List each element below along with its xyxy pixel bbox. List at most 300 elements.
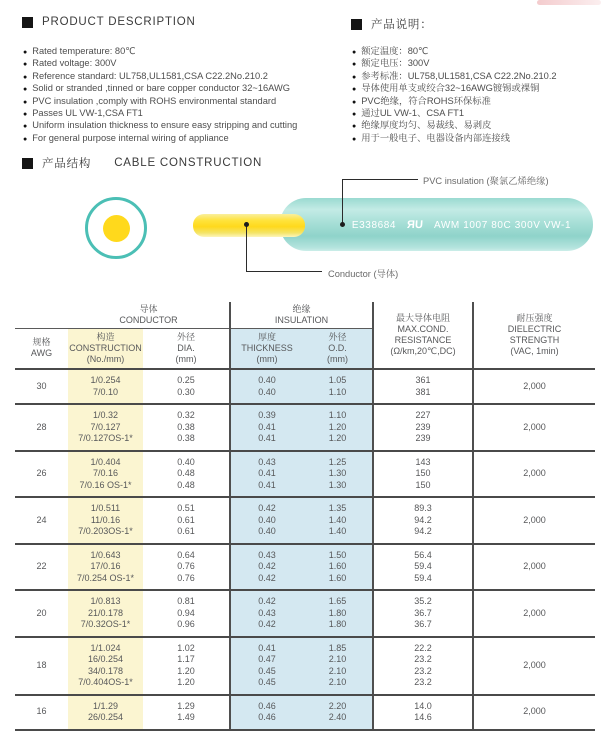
table-cell: [68, 451, 143, 498]
bullet-text: PVC绝缘，符合ROHS环保标准: [361, 95, 491, 106]
cell-line: 30: [36, 380, 47, 391]
cell-line: 0.48: [177, 468, 195, 478]
cell-line: 1.50: [328, 549, 347, 560]
cell-line: 59.4: [414, 561, 432, 571]
table-cell: [303, 497, 373, 544]
cell-line: 0.76: [177, 572, 195, 583]
bullet-text: 导体使用单支或绞合32~16AWG镀锡或裸铜: [361, 83, 540, 94]
cable-cross-section: [85, 197, 147, 259]
cell-line: 1/0.643: [90, 549, 121, 560]
table-cell: [15, 544, 68, 591]
bullet-item: [23, 108, 297, 120]
bullet-item: [352, 96, 557, 108]
cell-line: 7/0.16: [92, 468, 119, 478]
bullet-icon: ●: [23, 73, 28, 81]
cell-line: 36.7: [414, 619, 432, 629]
cell-line: 0.40: [258, 386, 276, 397]
table-cell: [15, 637, 68, 695]
cell-line: 7/0.127OS-1*: [78, 433, 133, 443]
cell-line: 0.38: [177, 421, 195, 432]
cell-line: 150: [415, 479, 431, 490]
cell-line: 2.10: [328, 677, 347, 687]
cell-line: 0.38: [177, 433, 195, 443]
spec-table: [15, 302, 595, 731]
cell-line: 28: [36, 421, 47, 432]
table-cell: [230, 369, 303, 404]
cell-line: 1/0.32: [92, 410, 119, 420]
bullet-text: For general purpose internal wiring of appliance: [32, 132, 229, 143]
header-line: (mm): [327, 353, 348, 364]
header-line: 绝缘: [292, 303, 311, 314]
spec-table-header: [15, 302, 595, 369]
cell-line: 0.41: [258, 479, 276, 490]
cell-line: 7/0.16 OS-1*: [79, 479, 132, 490]
table-cell: [230, 637, 303, 695]
cell-line: 7/0.404OS-1*: [78, 677, 133, 687]
bullet-text: Rated voltage: 300V: [32, 58, 117, 69]
product-notes-title-text: 产品说明：: [371, 19, 433, 31]
table-cell: [473, 369, 595, 404]
cell-line: 26/0.254: [87, 712, 124, 722]
cell-line: 0.94: [177, 607, 195, 618]
cell-line: 227: [415, 410, 431, 420]
bullet-text: Solid or stranded ,tinned or bare copper conductor 32~16AWG: [32, 83, 291, 94]
cell-line: 1.35: [328, 503, 347, 513]
header-line: MAX.COND.: [397, 324, 449, 334]
bullet-icon: ●: [352, 111, 357, 119]
cell-line: 1.30: [328, 468, 347, 478]
table-cell: [15, 451, 68, 498]
cell-line: 2,000: [523, 659, 546, 670]
conductor-core-dot: [103, 215, 130, 242]
header-line: INSULATION: [274, 314, 329, 325]
section-square-icon: [22, 158, 33, 169]
bullet-item: [352, 83, 557, 95]
bullet-item: [352, 133, 557, 145]
cell-line: 0.42: [258, 572, 276, 583]
corner-watermark-artifact: [537, 0, 601, 5]
header-awg-spacer: [15, 302, 68, 328]
cable-construction-title: [22, 155, 262, 171]
table-cell: [230, 695, 303, 730]
cell-line: 1.80: [328, 607, 347, 618]
header-line: AWG: [30, 348, 53, 359]
cell-line: 2,000: [523, 421, 546, 432]
spec-table-body: [15, 369, 595, 730]
header-thickness: [230, 328, 303, 369]
table-row-awg-28: [15, 404, 595, 451]
insulation-leader-line-h: [342, 179, 418, 180]
cell-line: 20: [36, 607, 47, 618]
table-cell: [473, 695, 595, 730]
cell-line: 0.48: [177, 479, 195, 490]
cell-line: 1.60: [328, 561, 347, 571]
cell-line: 2,000: [523, 468, 546, 478]
cell-line: 35.2: [414, 596, 432, 606]
bullet-item: [23, 120, 297, 132]
cell-line: 22.2: [414, 642, 432, 653]
cell-line: 1.10: [328, 386, 347, 397]
cell-line: 239: [415, 421, 431, 432]
header-line: DIELECTRIC: [507, 324, 562, 334]
header-line: 外径: [176, 331, 195, 342]
header-line: 外径: [328, 331, 347, 342]
cell-line: 0.43: [258, 607, 276, 618]
cell-line: 7/0.254 OS-1*: [76, 572, 135, 583]
table-cell: [373, 369, 473, 404]
bullet-text: PVC insulation ,comply with ROHS environmental standard: [32, 95, 277, 106]
bullet-icon: ●: [352, 135, 357, 143]
cell-line: 1.40: [328, 526, 347, 536]
product-notes-title: [351, 16, 433, 32]
header-line: RESISTANCE: [394, 335, 452, 345]
cell-line: 94.2: [414, 526, 432, 536]
bullet-icon: ●: [352, 86, 357, 94]
cell-line: 1/1.024: [90, 642, 121, 653]
cell-line: 22: [36, 561, 47, 571]
cell-line: 89.3: [414, 503, 432, 513]
product-description-list: [23, 46, 297, 145]
insulation-leader-dot: [340, 222, 345, 227]
bullet-text: Reference standard: UL758,UL1581,CSA C22.2No.210.2: [32, 70, 268, 81]
table-cell: [303, 590, 373, 637]
table-cell: [230, 497, 303, 544]
cell-line: 0.42: [258, 503, 276, 513]
conductor-leader-dot: [244, 222, 249, 227]
cell-line: 23.2: [414, 665, 432, 676]
bullet-item: [352, 120, 557, 132]
cable-marking-prefix: E338684: [351, 219, 397, 231]
header-line: (mm): [175, 353, 197, 364]
table-cell: [473, 404, 595, 451]
cell-line: 0.61: [177, 526, 195, 536]
bullet-icon: ●: [23, 86, 28, 94]
table-cell: [68, 497, 143, 544]
bullet-item: [23, 71, 297, 83]
cell-line: 26: [36, 468, 47, 478]
cell-line: 1.85: [328, 642, 347, 653]
cell-line: 1.30: [328, 479, 347, 490]
table-row-awg-18: [15, 637, 595, 695]
cell-line: 239: [415, 433, 431, 443]
bullet-item: [23, 133, 297, 145]
cell-line: 1/1.29: [92, 700, 119, 711]
table-cell: [373, 590, 473, 637]
cell-line: 143: [415, 456, 431, 467]
bullet-icon: ●: [23, 98, 28, 106]
table-cell: [303, 544, 373, 591]
cell-line: 0.40: [258, 514, 276, 525]
table-cell: [303, 404, 373, 451]
bullet-item: [352, 108, 557, 120]
cell-line: 17/0.16: [90, 561, 121, 571]
cable-marking-suffix: AWM 1007 80C 300V VW-1: [433, 219, 572, 231]
table-cell: [15, 404, 68, 451]
table-cell: [473, 497, 595, 544]
cell-line: 34/0.178: [87, 665, 124, 676]
table-cell: [230, 590, 303, 637]
ul-recognized-icon: ЯU: [406, 219, 424, 231]
header-line: (VAC, 1min): [510, 346, 559, 356]
cell-line: 1.60: [328, 572, 347, 583]
table-cell: [68, 695, 143, 730]
cell-line: 150: [415, 468, 431, 478]
cell-line: 0.81: [177, 596, 195, 606]
bullet-icon: ●: [23, 111, 28, 119]
table-cell: [473, 637, 595, 695]
cell-line: 14.6: [414, 712, 432, 722]
cell-line: 11/0.16: [90, 514, 121, 525]
cell-line: 2.40: [328, 712, 347, 722]
insulation-label: PVC insulation (聚氯乙烯绝缘): [423, 176, 549, 186]
cell-line: 1.05: [328, 375, 347, 385]
cell-line: 361: [415, 375, 431, 385]
cell-line: 0.40: [258, 526, 276, 536]
table-cell: [230, 544, 303, 591]
table-row-awg-20: [15, 590, 595, 637]
table-cell: [68, 544, 143, 591]
bullet-text: 绝缘厚度均匀、易裁线、易剥皮: [361, 120, 492, 131]
header-od: [303, 328, 373, 369]
table-cell: [473, 590, 595, 637]
cell-line: 0.41: [258, 642, 276, 653]
table-cell: [143, 497, 230, 544]
cell-line: 1.10: [328, 410, 347, 420]
cell-line: 94.2: [414, 514, 432, 525]
cell-line: 1.49: [177, 712, 195, 722]
header-dia: [143, 328, 230, 369]
bullet-item: [352, 46, 557, 58]
product-notes-list: [352, 46, 557, 145]
section-square-icon: [22, 17, 33, 28]
header-line: DIA.: [177, 342, 195, 353]
conductor-leader-line-h: [246, 271, 322, 272]
table-cell: [473, 544, 595, 591]
header-insulation-group: [230, 302, 373, 328]
bullet-icon: ●: [23, 61, 28, 69]
header-line: 规格: [32, 337, 51, 348]
cell-line: 2,000: [523, 561, 546, 571]
cell-line: 1/0.404: [90, 456, 121, 467]
bullet-text: Rated temperature: 80℃: [32, 46, 136, 56]
table-cell: [373, 544, 473, 591]
header-line: 构造: [96, 331, 115, 342]
table-cell: [373, 637, 473, 695]
table-cell: [143, 637, 230, 695]
cell-line: 7/0.203OS-1*: [78, 526, 133, 536]
cell-line: 1.17: [177, 654, 195, 664]
cell-line: 0.64: [177, 549, 195, 560]
table-cell: [303, 451, 373, 498]
cell-line: 1.40: [328, 514, 347, 525]
table-cell: [15, 590, 68, 637]
insulation-leader-line-v: [342, 179, 343, 225]
cell-line: 1.20: [177, 677, 195, 687]
cell-line: 0.30: [177, 386, 195, 397]
cell-line: 0.42: [258, 561, 276, 571]
table-row-awg-16: [15, 695, 595, 730]
conductor-label: Conductor (导体): [328, 269, 399, 279]
cell-line: 0.25: [177, 375, 195, 385]
cell-line: 1.20: [177, 665, 195, 676]
cell-line: 23.2: [414, 677, 432, 687]
table-row-awg-26: [15, 451, 595, 498]
header-conductor-group: [68, 302, 230, 328]
header-line: 最大导体电阻: [395, 313, 450, 323]
cell-line: 2,000: [523, 380, 546, 391]
table-cell: [303, 637, 373, 695]
cell-line: 0.39: [258, 410, 276, 420]
cell-line: 1/0.254: [90, 375, 121, 385]
header-resistance: [373, 302, 473, 369]
cell-line: 0.40: [258, 375, 276, 385]
cell-line: 0.96: [177, 619, 195, 629]
header-line: CONSTRUCTION: [69, 342, 142, 353]
header-line: 耐压强度: [516, 313, 553, 323]
cell-line: 2,000: [523, 706, 546, 717]
cell-line: 0.42: [258, 596, 276, 606]
table-cell: [15, 497, 68, 544]
bullet-icon: ●: [352, 49, 357, 56]
table-cell: [473, 451, 595, 498]
header-line: (No./mm): [86, 353, 125, 364]
cell-line: 21/0.178: [87, 607, 124, 618]
construction-title-cn: 产品结构: [42, 158, 92, 170]
cell-line: 18: [36, 659, 47, 670]
header-awg: [15, 328, 68, 369]
table-cell: [15, 369, 68, 404]
cell-line: 0.46: [258, 712, 276, 722]
cell-line: 36.7: [414, 607, 432, 618]
cell-line: 59.4: [414, 572, 432, 583]
table-cell: [68, 404, 143, 451]
cell-line: 1.02: [177, 642, 195, 653]
cell-line: 0.41: [258, 433, 276, 443]
table-cell: [230, 451, 303, 498]
cell-line: 0.47: [258, 654, 276, 664]
cell-line: 23.2: [414, 654, 432, 664]
cell-line: 0.41: [258, 468, 276, 478]
bullet-icon: ●: [352, 98, 357, 106]
table-cell: [373, 451, 473, 498]
bullet-item: [23, 46, 297, 58]
header-line: 厚度: [257, 331, 276, 342]
bullet-icon: ●: [23, 135, 28, 143]
bullet-item: [352, 71, 557, 83]
cell-line: 2.10: [328, 665, 347, 676]
construction-title-en: CABLE CONSTRUCTION: [114, 157, 263, 169]
cell-line: 56.4: [414, 549, 432, 560]
cell-line: 1.25: [328, 456, 347, 467]
bullet-text: 用于一般电子、电器设备内部连接线: [361, 132, 510, 143]
cell-line: 1.65: [328, 596, 347, 606]
cell-line: 14.0: [414, 700, 432, 711]
table-row-awg-22: [15, 544, 595, 591]
bullet-icon: ●: [352, 123, 357, 131]
bullet-item: [23, 96, 297, 108]
product-description-title-text: PRODUCT DESCRIPTION: [42, 16, 196, 28]
table-cell: [68, 369, 143, 404]
header-line: O.D.: [328, 342, 347, 353]
bullet-item: [23, 58, 297, 70]
table-row-awg-24: [15, 497, 595, 544]
cell-line: 2,000: [523, 607, 546, 618]
bullet-item: [23, 83, 297, 95]
header-line: CONDUCTOR: [119, 314, 178, 325]
cell-line: 0.45: [258, 665, 276, 676]
cell-line: 7/0.32OS-1*: [80, 619, 131, 629]
cell-line: 0.51: [177, 503, 195, 513]
table-cell: [373, 497, 473, 544]
cell-line: 1.80: [328, 619, 347, 629]
header-line: (Ω/km,20℃,DC): [390, 346, 456, 356]
cell-line: 0.76: [177, 561, 195, 571]
table-cell: [143, 369, 230, 404]
cell-line: 0.42: [258, 619, 276, 629]
cell-line: 0.45: [258, 677, 276, 687]
header-dielectric: [473, 302, 595, 369]
section-square-icon: [351, 19, 362, 30]
cell-line: 2.20: [328, 700, 347, 711]
bullet-text: Passes UL VW-1,CSA FT1: [32, 108, 143, 119]
cell-line: 2.10: [328, 654, 347, 664]
table-row-awg-30: [15, 369, 595, 404]
cell-line: 0.32: [177, 410, 195, 420]
cell-line: 1.20: [328, 433, 347, 443]
table-cell: [373, 404, 473, 451]
product-description-title: [22, 16, 196, 28]
table-cell: [303, 695, 373, 730]
bullet-icon: ●: [23, 49, 28, 56]
table-cell: [68, 637, 143, 695]
bullet-text: 通过UL VW-1、CSA FT1: [361, 108, 465, 119]
cell-line: 0.40: [177, 456, 195, 467]
cell-line: 1.20: [328, 421, 347, 432]
cell-line: 7/0.127: [90, 421, 121, 432]
cell-line: 0.43: [258, 549, 276, 560]
cell-line: 381: [415, 386, 431, 397]
table-cell: [15, 695, 68, 730]
bullet-text: 额定电压：300V: [361, 58, 430, 69]
conductor-rod: [193, 214, 305, 237]
cell-line: 1/0.813: [90, 596, 121, 606]
conductor-leader-line-v: [246, 226, 247, 271]
header-line: THICKNESS: [241, 342, 293, 353]
cell-line: 0.46: [258, 700, 276, 711]
table-cell: [143, 590, 230, 637]
header-line: STRENGTH: [509, 335, 560, 345]
header-line: 导体: [139, 303, 158, 314]
cable-marking: [330, 219, 593, 231]
table-cell: [68, 590, 143, 637]
header-line: (mm): [256, 353, 278, 364]
cell-line: 24: [36, 514, 47, 525]
cell-line: 16: [36, 706, 47, 717]
cell-line: 1.29: [177, 700, 195, 711]
cell-line: 1/0.511: [90, 503, 121, 513]
cell-line: 16/0.254: [87, 654, 124, 664]
bullet-text: Uniform insulation thickness to ensure easy stripping and cutting: [32, 120, 298, 131]
cell-line: 0.61: [177, 514, 195, 525]
bullet-item: [352, 58, 557, 70]
table-cell: [373, 695, 473, 730]
cell-line: 0.41: [258, 421, 276, 432]
bullet-icon: ●: [23, 123, 28, 131]
table-cell: [143, 544, 230, 591]
header-construction: [68, 328, 143, 369]
table-cell: [303, 369, 373, 404]
table-cell: [143, 695, 230, 730]
